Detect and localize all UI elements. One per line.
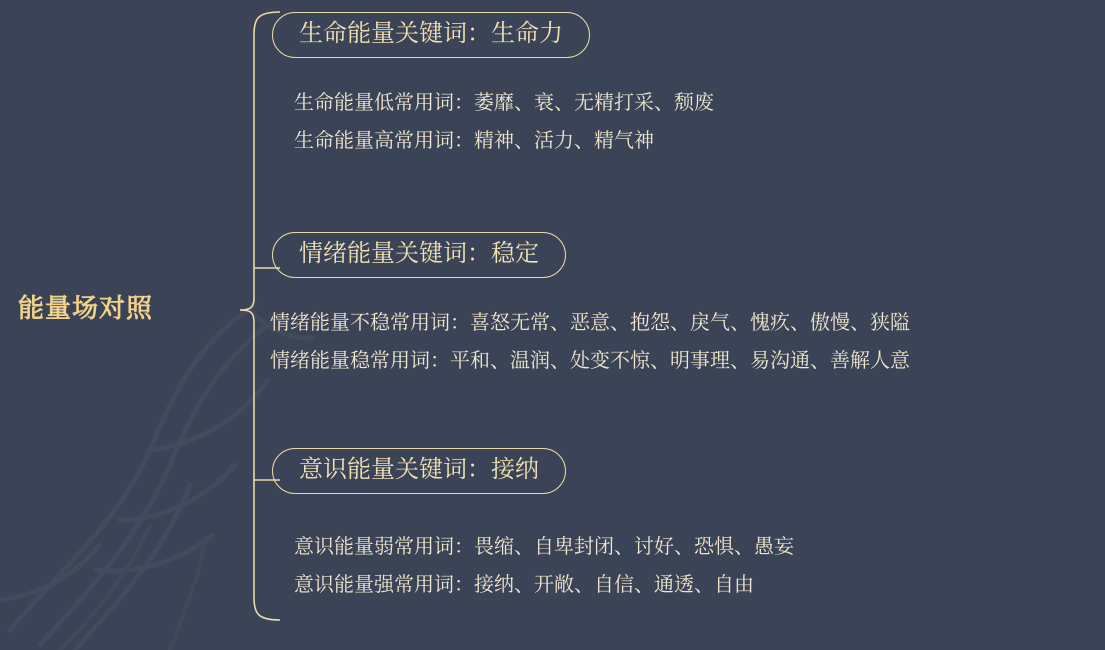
branch-life-energy [272,12,714,160]
branch-title[interactable]: 意识能量关键词：接纳 [272,448,566,494]
detail-line: 情绪能量不稳常用词：喜怒无常、恶意、抱怨、戾气、愧疚、傲慢、狭隘 [270,312,910,335]
branch-detail-lines [294,528,794,604]
branch-title[interactable]: 情绪能量关键词：稳定 [272,232,566,278]
branch-emotion-energy [272,232,910,380]
detail-line: 生命能量低常用词：萎靡、衰、无精打采、颓废 [294,92,714,115]
detail-line: 情绪能量稳常用词：平和、温润、处变不惊、明事理、易沟通、善解人意 [270,350,910,373]
branch-consciousness-energy [272,448,794,604]
detail-line: 意识能量强常用词：接纳、开敞、自信、通透、自由 [294,574,754,597]
detail-line: 生命能量高常用词：精神、活力、精气神 [294,130,654,153]
branch-detail-lines [270,304,910,380]
branch-detail-lines [294,84,714,160]
detail-line: 意识能量弱常用词：畏缩、自卑封闭、讨好、恐惧、愚妄 [294,536,794,559]
branch-title[interactable]: 生命能量关键词：生命力 [272,12,590,58]
root-node-label: 能量场对照 [18,293,154,323]
